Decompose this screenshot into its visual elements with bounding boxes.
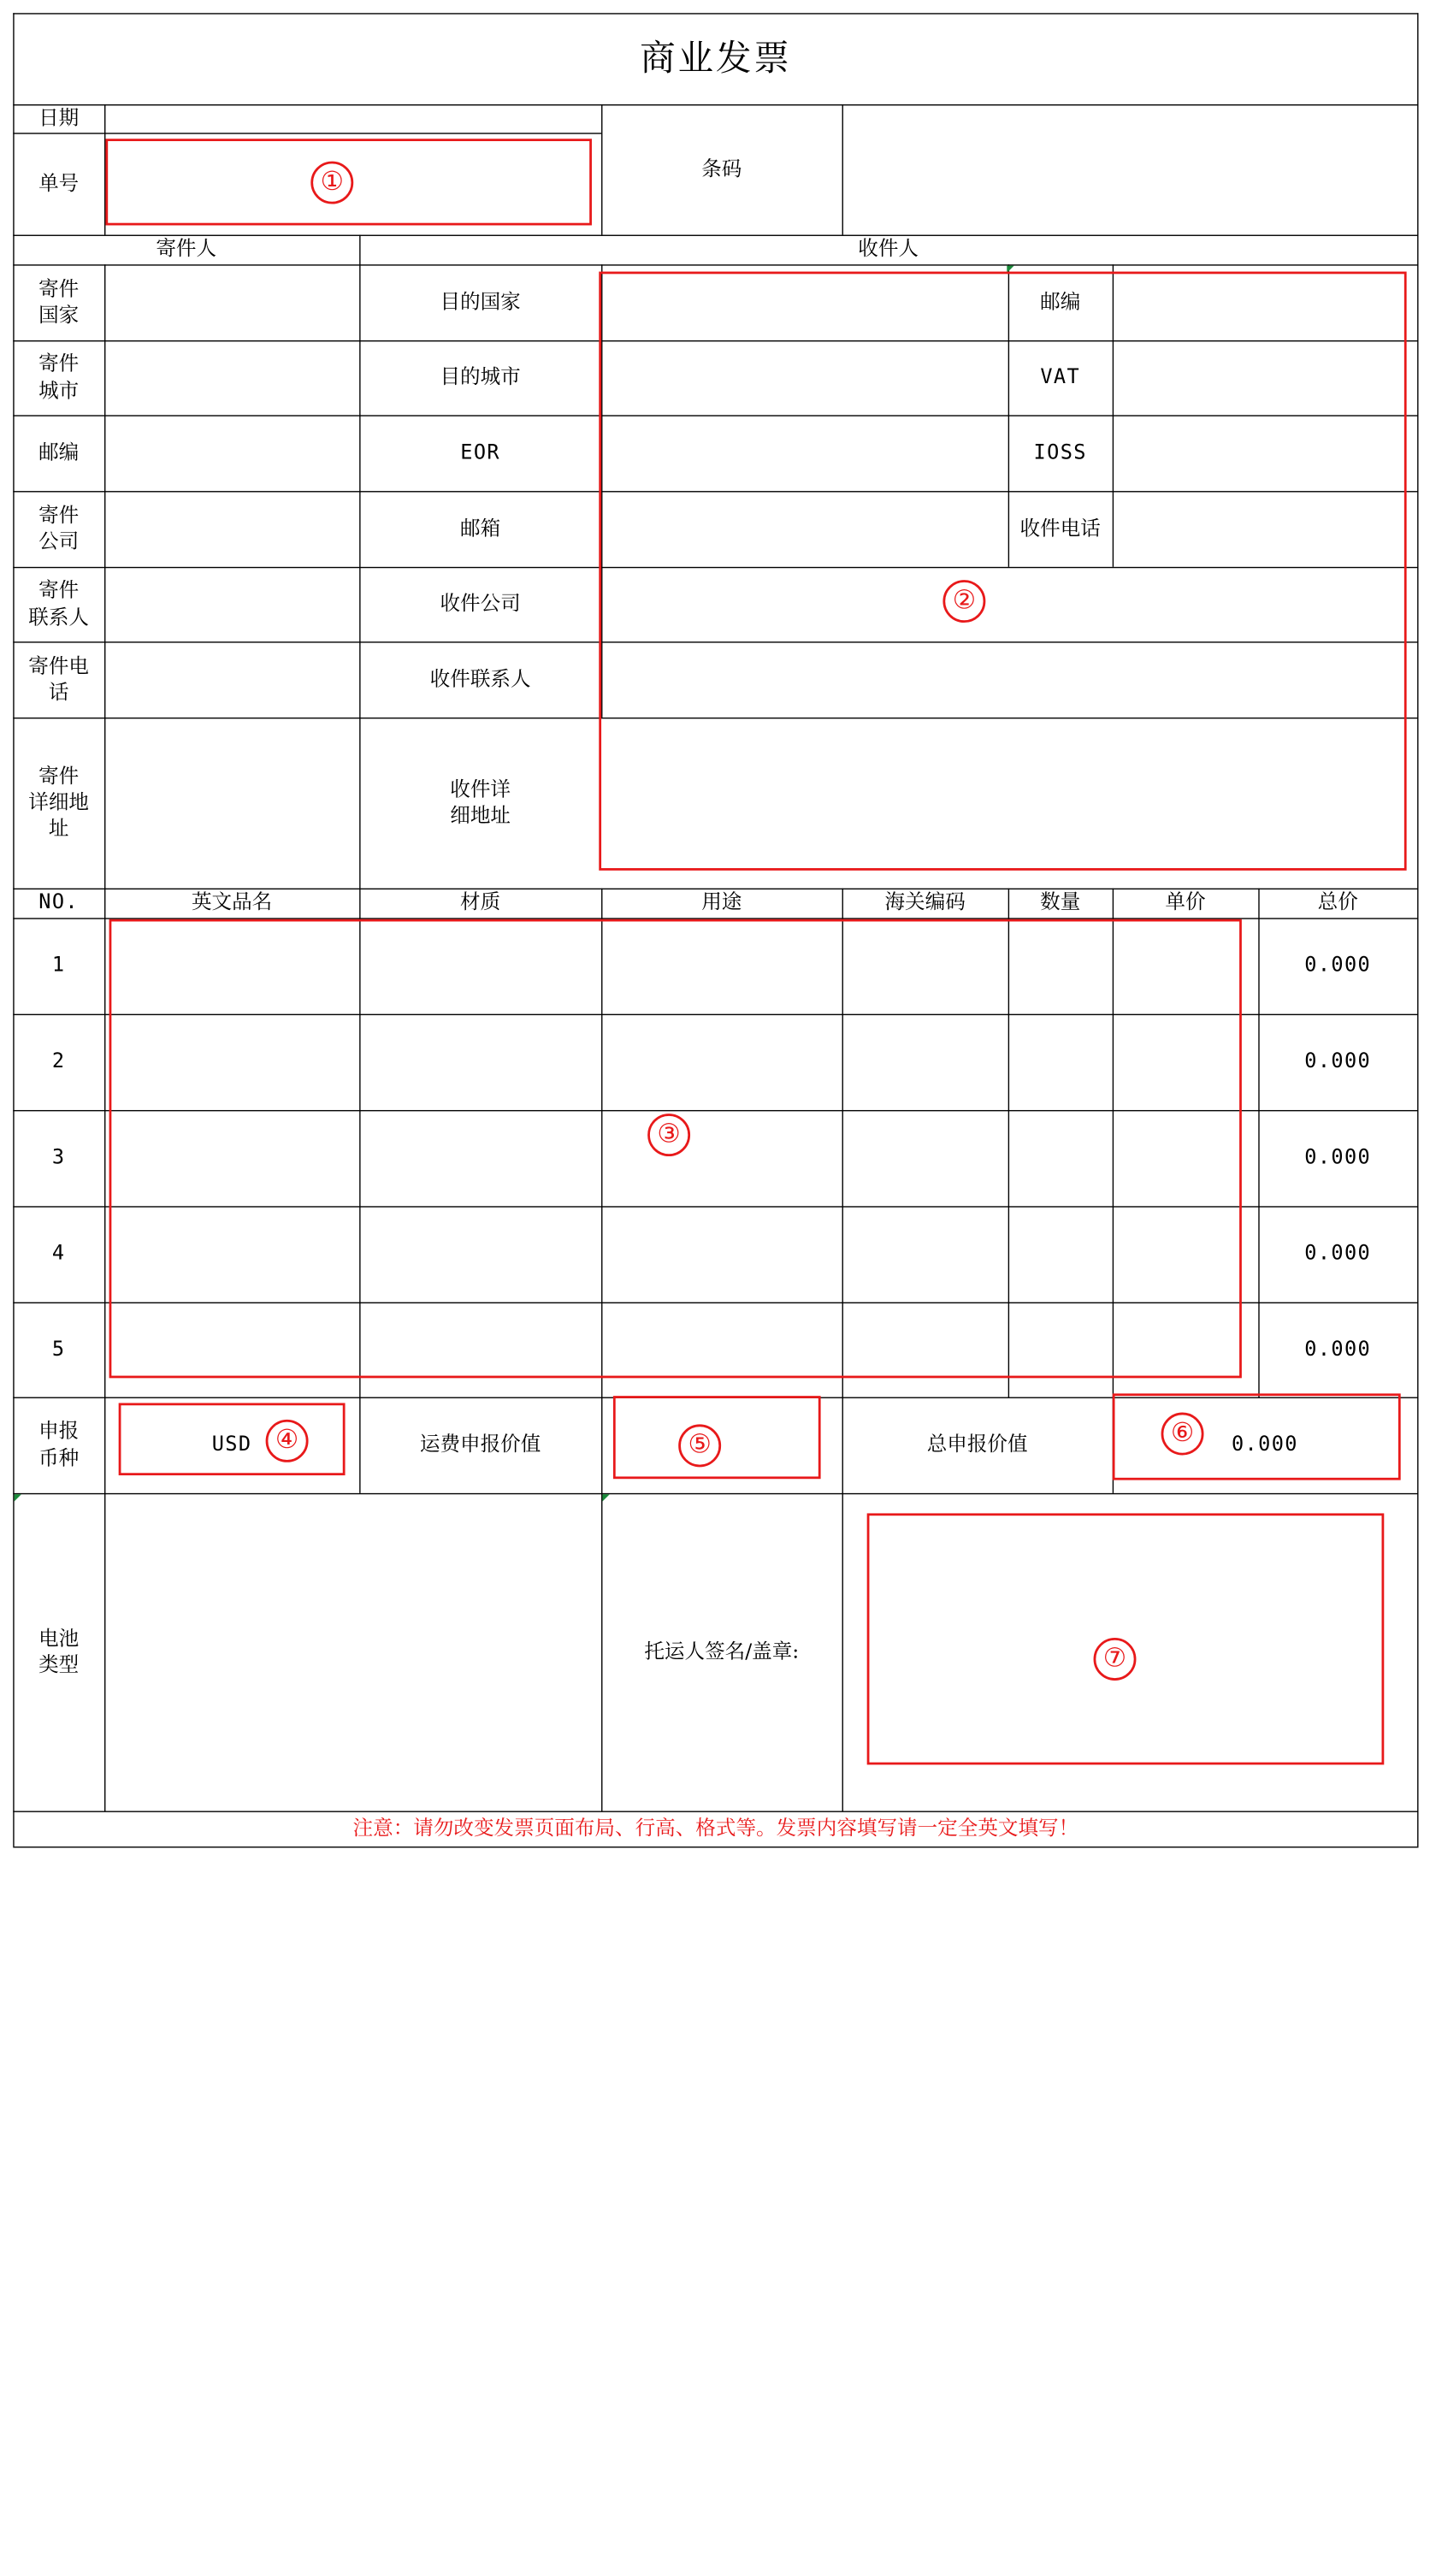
recipient-eor-label: EOR [460,440,500,465]
column-header-hs-code: 海关编码 [884,891,966,915]
total-declared-value: 0.000 [1231,1433,1298,1457]
item-row-no: 1 [51,954,66,978]
notice-text: 注意：请勿改变发票页面布局、行高、格式等。发票内容填写请一定全英文填写！ [352,1817,1079,1841]
date-field[interactable] [104,104,601,133]
recipient-vat-label: VAT [1040,365,1081,390]
sender-company-field[interactable] [104,491,359,567]
battery-type-field[interactable] [104,1493,601,1811]
item-row-no: 3 [51,1146,66,1170]
sender-address-label: 寄件 详细地 址 [28,765,90,842]
annotation-box-currency [119,1403,346,1475]
column-header-unit-price: 单价 [1165,891,1206,915]
recipient-ioss-label: IOSS [1033,440,1087,465]
annotation-marker-2: ② [942,580,985,623]
column-header-usage: 用途 [701,891,742,915]
signature-label: 托运人签名/盖章: [644,1640,800,1664]
total-declared-label: 总申报价值 [926,1433,1028,1457]
recipient-email-label: 邮箱 [460,517,501,541]
currency-field[interactable]: USD [211,1433,252,1457]
annotation-marker-3: ③ [647,1114,690,1156]
recipient-postcode-label: 邮编 [1040,290,1081,315]
sender-postcode-label: 邮编 [38,440,80,465]
barcode-label: 条码 [701,157,742,182]
annotation-marker-5: ⑤ [678,1424,721,1467]
currency-label: 申报 币种 [38,1420,80,1470]
sender-phone-field[interactable] [104,641,359,718]
item-total-value: 0.000 [1304,1242,1372,1267]
column-header-material: 材质 [460,891,501,915]
sender-country-field[interactable] [104,264,359,340]
sender-phone-label: 寄件电 话 [28,654,90,705]
item-row-no: 2 [51,1049,66,1074]
item-row-no: 4 [51,1242,66,1267]
item-row-no: 5 [51,1338,66,1362]
recipient-contact-label: 收件联系人 [429,667,531,692]
sender-address-field[interactable] [104,718,359,889]
recipient-company-label: 收件公司 [440,592,521,617]
sender-postcode-field[interactable] [104,415,359,491]
annotation-box-signature [867,1513,1385,1764]
sender-country-label: 寄件 国家 [38,277,80,328]
date-label: 日期 [38,106,80,131]
column-header-name: 英文品名 [191,891,273,915]
column-header-quantity: 数量 [1040,891,1081,915]
recipient-phone-label: 收件电话 [1019,517,1101,541]
battery-type-label: 电池 类型 [38,1627,80,1677]
annotation-marker-6: ⑥ [1161,1413,1204,1456]
column-header-no: NO. [38,891,80,915]
order-no-label: 单号 [38,172,80,196]
sender-company-label: 寄件 公司 [38,504,80,554]
sender-city-label: 寄件 城市 [38,352,80,403]
recipient-city-label: 目的城市 [440,365,521,390]
sender-city-field[interactable] [104,340,359,415]
recipient-country-label: 目的国家 [440,290,521,315]
sender-contact-label: 寄件 联系人 [28,579,90,629]
item-total-value: 0.000 [1304,1146,1372,1170]
annotation-marker-1: ① [310,162,353,204]
freight-label: 运费申报价值 [419,1433,541,1457]
barcode-field[interactable] [842,104,1418,235]
sender-section-header: 寄件人 [156,237,217,262]
grid-line [1417,13,1418,1846]
annotation-box-recipient [599,272,1406,871]
recipient-address-label: 收件详 细地址 [450,777,511,828]
annotation-marker-4: ④ [266,1420,309,1462]
column-header-total: 总价 [1317,891,1358,915]
sender-contact-field[interactable] [104,567,359,641]
page-title: 商业发票 [640,38,792,80]
grid-line [13,1846,1418,1847]
item-total-value: 0.000 [1304,1338,1372,1362]
annotation-marker-7: ⑦ [1094,1638,1137,1681]
annotation-box-total [1113,1393,1401,1480]
item-total-value: 0.000 [1304,1049,1372,1074]
recipient-section-header: 收件人 [858,237,919,262]
item-total-value: 0.000 [1304,954,1372,978]
